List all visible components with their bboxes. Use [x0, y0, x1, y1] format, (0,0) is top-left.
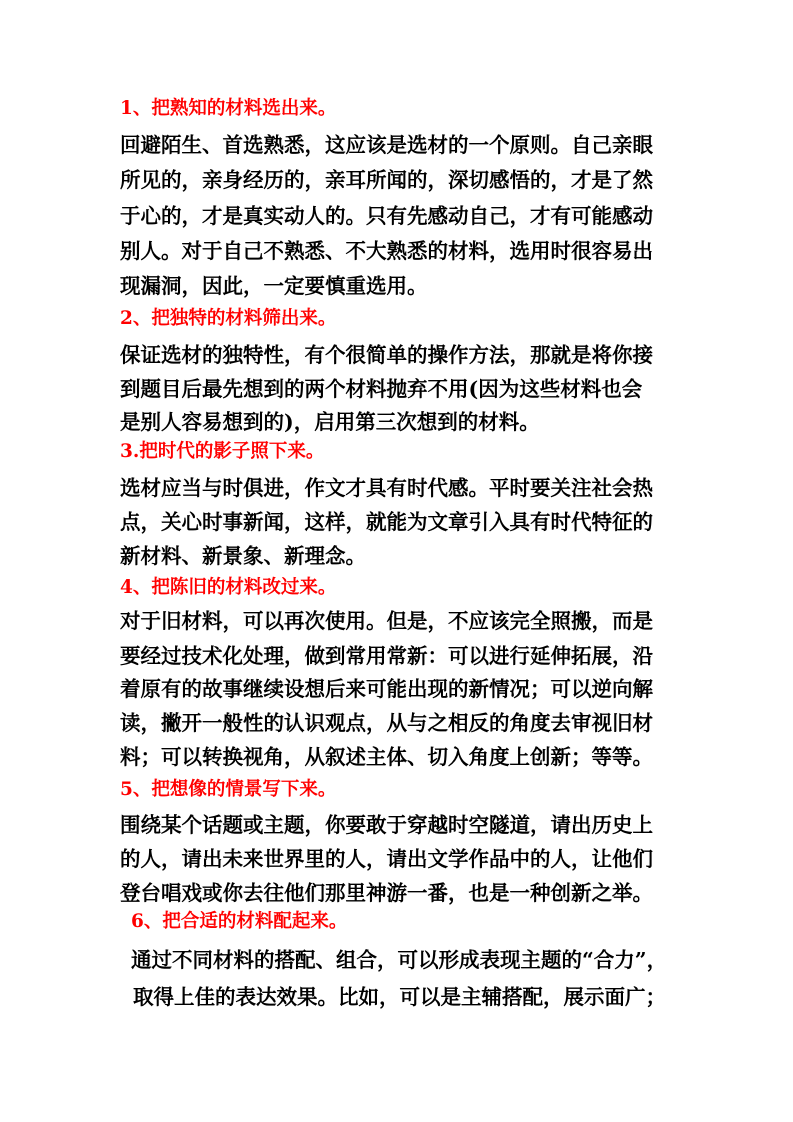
section-3-line-3: 新材料、新景象、新理念。 — [120, 544, 366, 568]
section-4-heading: 4、把陈旧的材料改过来。 — [120, 577, 337, 598]
section-4-line-5: 料；可以转换视角，从叙述主体、切入角度上创新；等等。 — [120, 745, 653, 769]
section-5-line-1: 围绕某个话题或主题，你要敢于穿越时空隧道，请出历史上 — [120, 813, 653, 837]
section-1-line-5: 现漏洞，因此，一定要慎重选用。 — [120, 274, 428, 298]
section-3-line-2: 点，关心时事新闻，这样，就能为文章引入具有时代特征的 — [120, 510, 653, 534]
section-5-line-3: 登台唱戏或你去往他们那里神游一番，也是一种创新之举。 — [120, 881, 653, 905]
section-5-line-2: 的人，请出未来世界里的人，请出文学作品中的人，让他们 — [120, 847, 653, 871]
section-1-line-4: 别人。对于自己不熟悉、不大熟悉的材料，选用时很容易出 — [120, 239, 653, 263]
section-2-line-3: 是别人容易想到的)，启用第三次想到的材料。 — [120, 410, 540, 434]
section-1-line-1: 回避陌生、首选熟悉，这应该是选材的一个原则。自己亲眼 — [120, 133, 653, 157]
section-6-line-2: 取得上佳的表达效果。比如，可以是主辅搭配，展示面广； — [133, 985, 666, 1009]
section-4-line-1: 对于旧材料，可以再次使用。但是，不应该完全照搬，而是 — [120, 609, 653, 633]
section-1-heading: 1、把熟知的材料选出来。 — [120, 98, 337, 119]
section-3-line-1: 选材应当与时俱进，作文才具有时代感。平时要关注社会热 — [120, 476, 653, 500]
section-2-heading: 2、把独特的材料筛出来。 — [120, 308, 337, 329]
section-1-line-2: 所见的，亲身经历的，亲耳所闻的，深切感悟的，才是了然 — [120, 168, 653, 192]
section-2-line-1: 保证选材的独特性，有个很简单的操作方法，那就是将你接 — [120, 343, 653, 367]
section-4-line-2: 要经过技术化处理，做到常用常新：可以进行延伸拓展，沿 — [120, 644, 653, 668]
section-6-heading: 6、把合适的材料配起来。 — [131, 911, 348, 932]
section-6-line-1: 通过不同材料的搭配、组合，可以形成表现主题的“合力”， — [131, 948, 668, 972]
section-1-line-3: 于心的，才是真实动人的。只有先感动自己，才有可能感动 — [120, 204, 653, 228]
section-2-line-2: 到题目后最先想到的两个材料抛弃不用(因为这些材料也会 — [120, 377, 643, 401]
section-5-heading: 5、把想像的情景写下来。 — [120, 779, 337, 800]
section-4-line-4: 读，撇开一般性的认识观点，从与之相反的角度去审视旧材 — [120, 711, 653, 735]
section-4-line-3: 着原有的故事继续设想后来可能出现的新情况；可以逆向解 — [120, 677, 653, 701]
section-3-heading: 3.把时代的影子照下来。 — [120, 441, 325, 462]
